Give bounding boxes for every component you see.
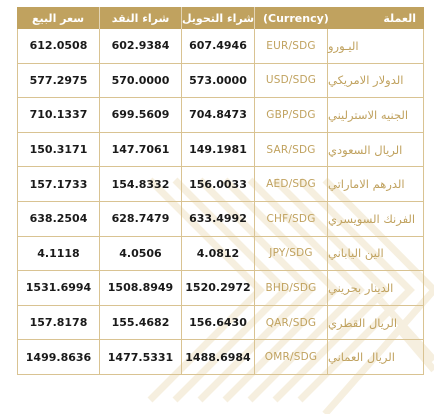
- cash-buy-cell: 699.5609: [99, 98, 181, 132]
- exchange-rate-table: [17, 7, 424, 375]
- sell-price-cell: 710.1337: [17, 98, 99, 132]
- transfer-buy-cell: 573.0000: [181, 64, 254, 98]
- currency-name: الريال السعودي: [327, 133, 424, 167]
- header-currency-ar: العملة: [383, 11, 416, 25]
- currency-code: OMR/SDG: [254, 340, 327, 374]
- transfer-buy-cell: 4.0812: [181, 237, 254, 271]
- sell-price-cell: 157.8178: [17, 306, 99, 340]
- table-header: [17, 7, 424, 29]
- transfer-buy-cell: 156.0033: [181, 167, 254, 201]
- currency-cell: [254, 98, 424, 132]
- transfer-buy-cell: 607.4946: [181, 29, 254, 63]
- table-row: [17, 133, 424, 168]
- currency-cell: [254, 237, 424, 271]
- cash-buy-cell: 154.8332: [99, 167, 181, 201]
- currency-cell: [254, 167, 424, 201]
- currency-name: الفرنك السويسري: [327, 202, 424, 236]
- transfer-buy-cell: 1520.2972: [181, 271, 254, 305]
- cash-buy-cell: 4.0506: [99, 237, 181, 271]
- sell-price-cell: 1531.6994: [17, 271, 99, 305]
- sell-price-cell: 1499.8636: [17, 340, 99, 374]
- currency-code: CHF/SDG: [254, 202, 327, 236]
- currency-name: الين الياباني: [327, 237, 424, 271]
- currency-cell: [254, 29, 424, 63]
- cash-buy-cell: 570.0000: [99, 64, 181, 98]
- table-row: [17, 98, 424, 133]
- currency-name: الدولار الامريكي: [327, 64, 424, 98]
- transfer-buy-cell: 633.4992: [181, 202, 254, 236]
- header-transfer-buy: شراء التحويل: [181, 7, 254, 29]
- sell-price-cell: 4.1118: [17, 237, 99, 271]
- currency-cell: [254, 306, 424, 340]
- currency-code: USD/SDG: [254, 64, 327, 98]
- currency-cell: [254, 202, 424, 236]
- header-currency: [254, 7, 424, 29]
- table-row: [17, 340, 424, 375]
- currency-name: الدرهم الاماراتي: [327, 167, 424, 201]
- currency-cell: [254, 64, 424, 98]
- currency-code: AED/SDG: [254, 167, 327, 201]
- table-row: [17, 167, 424, 202]
- transfer-buy-cell: 149.1981: [181, 133, 254, 167]
- table-row: [17, 271, 424, 306]
- sell-price-cell: 150.3171: [17, 133, 99, 167]
- currency-code: SAR/SDG: [254, 133, 327, 167]
- table-body: [17, 29, 424, 375]
- table-row: [17, 306, 424, 341]
- sell-price-cell: 638.2504: [17, 202, 99, 236]
- cash-buy-cell: 628.7479: [99, 202, 181, 236]
- sell-price-cell: 612.0508: [17, 29, 99, 63]
- currency-code: BHD/SDG: [254, 271, 327, 305]
- table-row: [17, 64, 424, 99]
- cash-buy-cell: 602.9384: [99, 29, 181, 63]
- table-row: [17, 29, 424, 64]
- currency-name: الريال القطري: [327, 306, 424, 340]
- currency-code: GBP/SDG: [254, 98, 327, 132]
- cash-buy-cell: 1477.5331: [99, 340, 181, 374]
- sell-price-cell: 157.1733: [17, 167, 99, 201]
- currency-code: JPY/SDG: [254, 237, 327, 271]
- cash-buy-cell: 155.4682: [99, 306, 181, 340]
- currency-name: الجنيه الاسترليني: [327, 98, 424, 132]
- cash-buy-cell: 147.7061: [99, 133, 181, 167]
- currency-cell: [254, 133, 424, 167]
- currency-name: الريال العماني: [327, 340, 424, 374]
- currency-cell: [254, 340, 424, 374]
- table-row: [17, 237, 424, 272]
- transfer-buy-cell: 156.6430: [181, 306, 254, 340]
- sell-price-cell: 577.2975: [17, 64, 99, 98]
- cash-buy-cell: 1508.8949: [99, 271, 181, 305]
- header-cash-buy: شراء النقد: [99, 7, 181, 29]
- transfer-buy-cell: 704.8473: [181, 98, 254, 132]
- currency-name: اليـورو: [327, 29, 424, 63]
- header-sell-price: سعر البيع: [31, 11, 85, 25]
- currency-name: الدينار بحريني: [327, 271, 424, 305]
- transfer-buy-cell: 1488.6984: [181, 340, 254, 374]
- header-currency-en: (Currency): [263, 11, 329, 25]
- table-row: [17, 202, 424, 237]
- currency-code: QAR/SDG: [254, 306, 327, 340]
- currency-code: EUR/SDG: [254, 29, 327, 63]
- currency-cell: [254, 271, 424, 305]
